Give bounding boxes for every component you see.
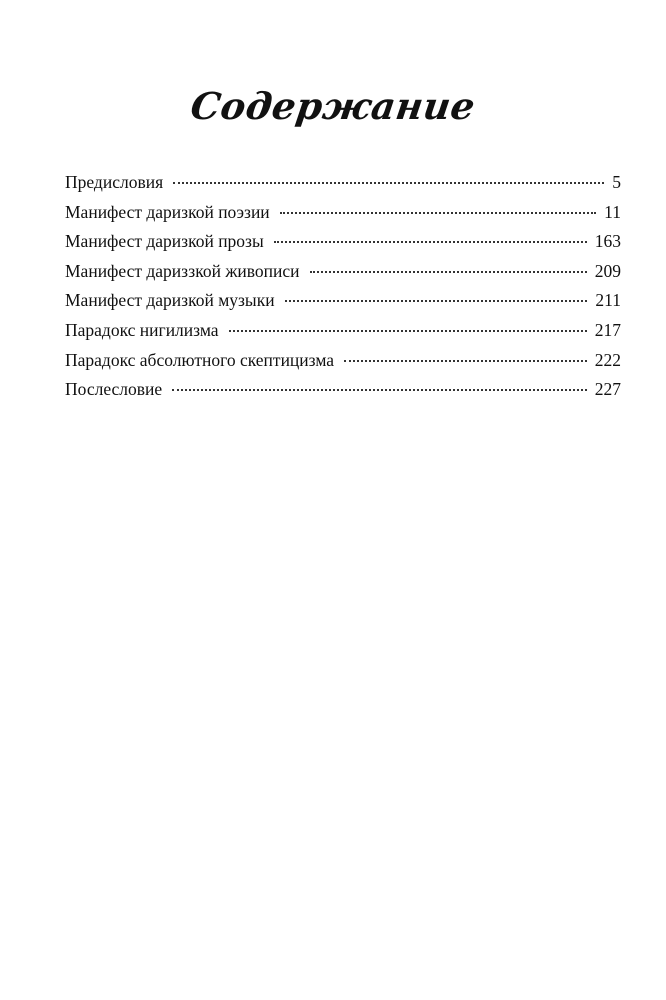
- toc-entry-label: Парадокс нигилизма: [65, 319, 219, 340]
- dot-leader: [344, 360, 587, 362]
- toc-title: Содержание: [187, 84, 479, 128]
- toc-entry: [65, 168, 621, 198]
- dot-leader: [280, 212, 596, 214]
- toc-entry: [65, 198, 621, 228]
- dot-leader: [173, 182, 604, 184]
- dot-leader: [274, 241, 587, 243]
- toc-entry-label: Парадокс абсолютного скептицизма: [65, 349, 335, 370]
- toc-entry: [65, 346, 621, 376]
- toc-entry-page: 217: [594, 319, 621, 340]
- toc-entry-label: Манифест даризкой музыки: [65, 290, 275, 311]
- toc-entry-label: Манифест даризкой поэзии: [65, 201, 270, 222]
- toc-entry: [65, 316, 621, 346]
- dot-leader: [285, 300, 588, 302]
- toc-entry: [65, 257, 621, 287]
- table-of-contents: [65, 168, 621, 405]
- toc-entry: [65, 286, 621, 316]
- toc-entry: [65, 227, 621, 257]
- toc-entry-page: 11: [604, 201, 621, 222]
- toc-entry-page: 5: [612, 172, 621, 192]
- toc-entry-label: Предисловия: [65, 172, 164, 192]
- dot-leader: [310, 271, 587, 273]
- toc-entry-page: 227: [594, 379, 621, 400]
- dot-leader: [172, 389, 587, 391]
- toc-entry-page: 222: [594, 349, 621, 370]
- toc-entry-page: 163: [594, 231, 621, 252]
- toc-entry-label: Послесловие: [65, 379, 163, 400]
- toc-entry-label: Манифест дариззкой живописи: [65, 260, 300, 281]
- toc-entry-label: Манифест даризкой прозы: [65, 231, 264, 252]
- toc-entry-page: 211: [595, 290, 621, 311]
- toc-entry-page: 209: [594, 260, 621, 281]
- toc-entry: [65, 375, 621, 405]
- dot-leader: [229, 330, 587, 332]
